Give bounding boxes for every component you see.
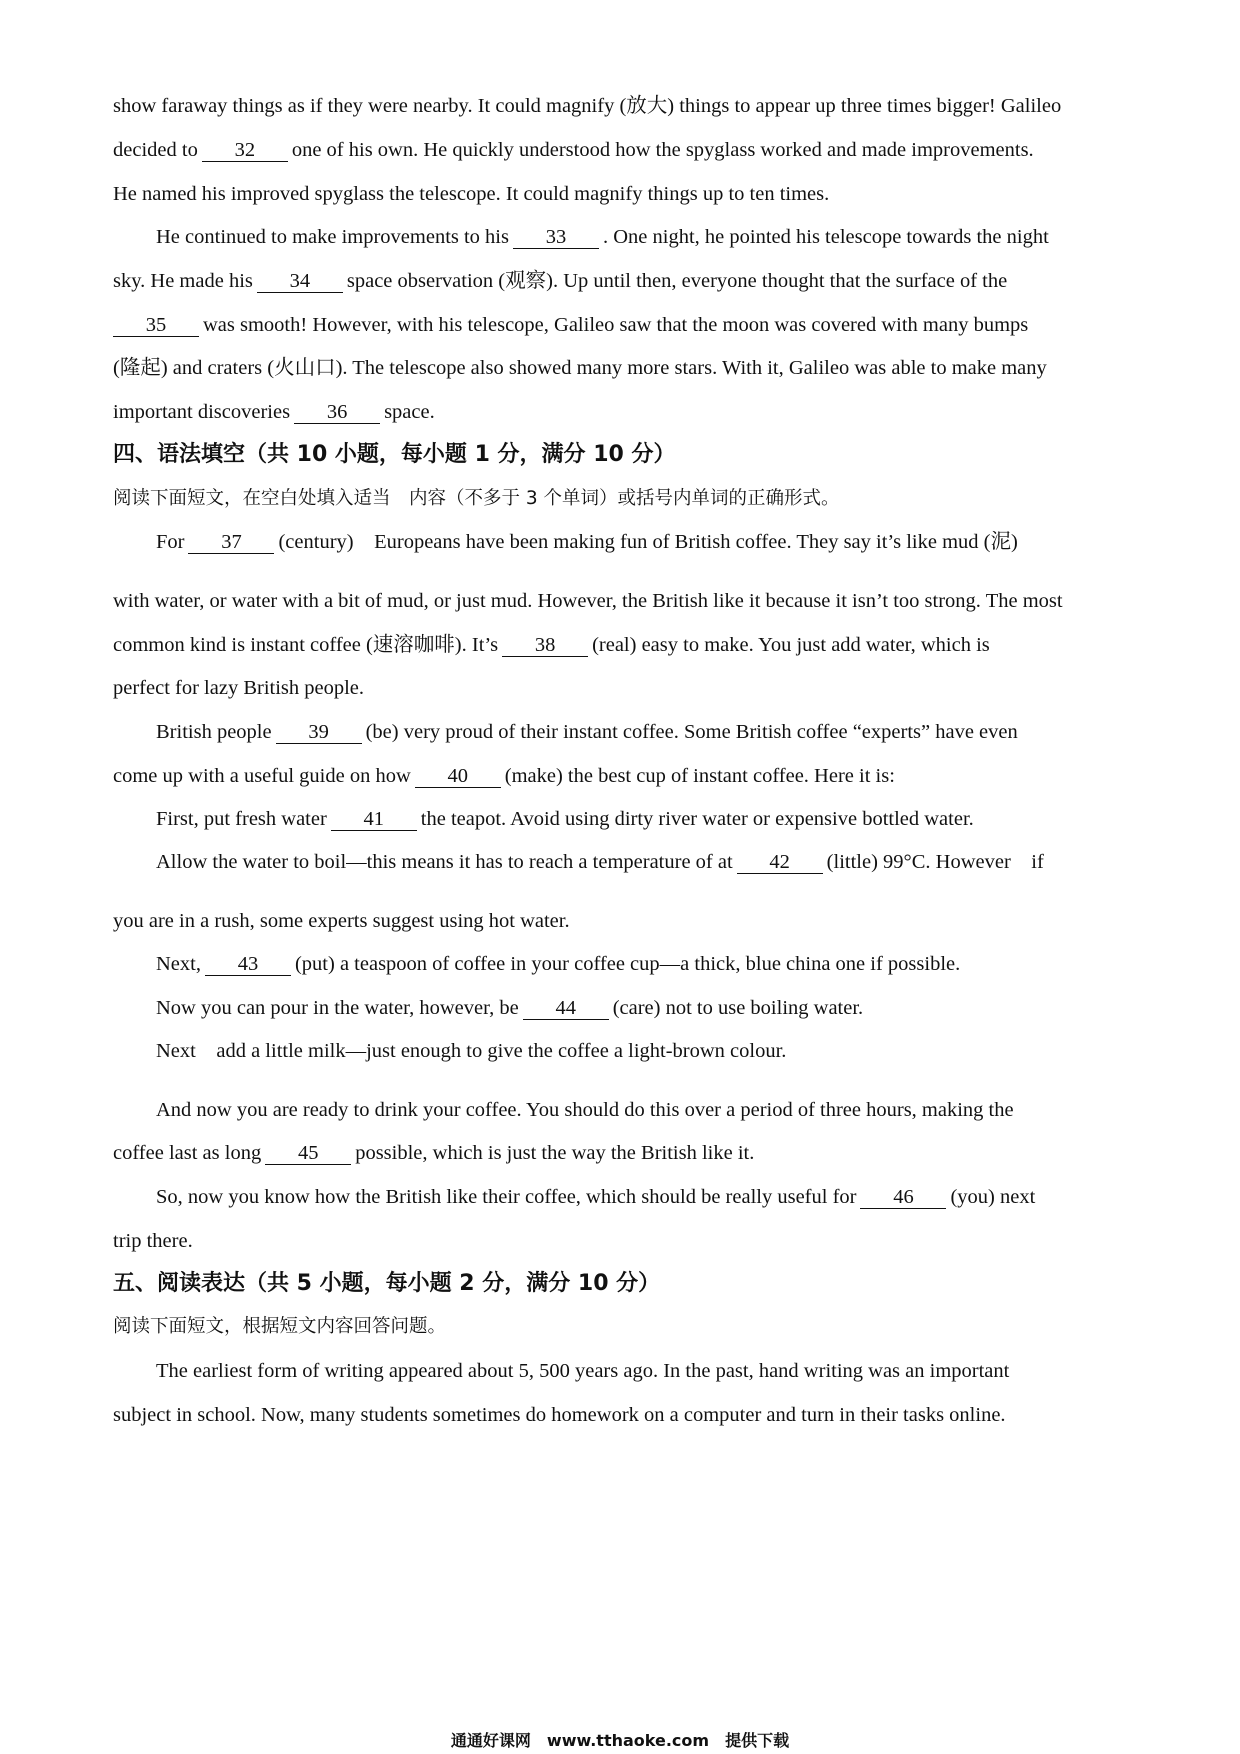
blank-43: 43: [205, 953, 291, 976]
text: was smooth! However, with his telescope, Galileo saw that the moon was covered with many bumps: [203, 314, 1029, 336]
text: (put) a teaspoon of coffee in your coffee cup—a thick, blue china one if possible.: [294, 953, 961, 975]
text: space observation (观察). Up until then, everyone thought that the surface of the: [346, 270, 1008, 292]
section4-heading: 四、语法填空（共 10 小题，每小题 1 分，满分 10 分）: [113, 442, 676, 467]
blank-32: 32: [202, 139, 288, 162]
text: (make) the best cup of instant coffee. Here it is:: [504, 765, 895, 787]
text: possible, which is just the way the British like it.: [355, 1142, 755, 1164]
text: (little) 99°C. However if: [826, 851, 1044, 873]
text: Next add a little milk—just enough to give the coffee a light-brown colour.: [156, 1040, 787, 1062]
blank-33: 33: [513, 226, 599, 249]
passage-line: [0, 267, 1240, 295]
text: trip there.: [113, 1230, 193, 1252]
text: come up with a useful guide on how: [113, 765, 411, 787]
text: (隆起) and craters (火山口). The telescope also showed many more stars. With it, Galileo was able to make many: [113, 357, 1047, 379]
text: (you) next: [950, 1186, 1036, 1208]
text: (century) Europeans have been making fun of British coffee. They say it’s like mud (泥): [278, 531, 1018, 553]
text: The earliest form of writing appeared about 5, 500 years ago. In the past, hand writing was an important: [156, 1360, 1010, 1382]
text: decided to: [113, 139, 198, 161]
text: important discoveries: [113, 401, 291, 423]
blank-34: 34: [257, 270, 343, 293]
passage-line: [0, 354, 1240, 382]
text: . One night, he pointed his telescope towards the night: [602, 226, 1049, 248]
blank-36: 36: [294, 401, 380, 424]
text: Next,: [156, 953, 201, 975]
passage-line: [0, 674, 1240, 702]
passage-line: [0, 1183, 1240, 1211]
page-footer: 通通好课网 www.tthaoke.com 提供下载: [450, 1731, 790, 1750]
passage-line: [0, 848, 1240, 876]
text: Allow the water to boil—this means it has to reach a temperature of at: [156, 851, 733, 873]
passage-line: [0, 311, 1240, 339]
blank-44: 44: [523, 997, 609, 1020]
text: the teapot. Avoid using dirty river water or expensive bottled water.: [420, 808, 974, 830]
blank-40: 40: [415, 765, 501, 788]
text: common kind is instant coffee (速溶咖啡). It’s: [113, 634, 499, 656]
text: Now you can pour in the water, however, be: [156, 997, 519, 1019]
passage-line: [0, 528, 1240, 556]
passage-line: [0, 92, 1240, 120]
passage-line: [0, 1037, 1240, 1065]
text: with water, or water with a bit of mud, or just mud. However, the British like it because it isn’t too strong. The most: [113, 590, 1063, 612]
passage-line: [0, 631, 1240, 659]
text: perfect for lazy British people.: [113, 677, 365, 699]
text: sky. He made his: [113, 270, 253, 292]
blank-45: 45: [265, 1142, 351, 1165]
blank-35: 35: [113, 314, 199, 337]
passage-line: [0, 180, 1240, 208]
blank-42: 42: [737, 851, 823, 874]
passage-line: [0, 1401, 1240, 1429]
text: space.: [384, 401, 435, 423]
blank-38: 38: [502, 634, 588, 657]
text: subject in school. Now, many students sometimes do homework on a computer and turn in their tasks online.: [113, 1404, 1006, 1426]
blank-41: 41: [331, 808, 417, 831]
passage-line: [0, 587, 1240, 615]
text: British people: [156, 721, 272, 743]
text: show faraway things as if they were nearby. It could magnify (放大) things to appear up three times bigger! Galileo: [113, 95, 1062, 117]
passage-line: [0, 1227, 1240, 1255]
passage-line: [0, 223, 1240, 251]
passage-line: [0, 1357, 1240, 1385]
passage-line: [0, 718, 1240, 746]
passage-line: [0, 1096, 1240, 1124]
passage-line: [0, 136, 1240, 164]
text: And now you are ready to drink your coffee. You should do this over a period of three hours, making the: [156, 1099, 1014, 1121]
text: (be) very proud of their instant coffee. Some British coffee “experts” have even: [365, 721, 1018, 743]
section4-instruction: 阅读下面短文，在空白处填入适当 内容（不多于 3 个单词）或括号内单词的正确形式。: [113, 488, 840, 509]
blank-46: 46: [860, 1186, 946, 1209]
text: (real) easy to make. You just add water, which is: [592, 634, 990, 656]
text: So, now you know how the British like their coffee, which should be really useful for: [156, 1186, 857, 1208]
text: He continued to make improvements to his: [156, 226, 509, 248]
passage-line: [0, 950, 1240, 978]
passage-line: [0, 762, 1240, 790]
passage-line: [0, 1139, 1240, 1167]
text: one of his own. He quickly understood how the spyglass worked and made improvements.: [291, 139, 1034, 161]
text: you are in a rush, some experts suggest using hot water.: [113, 910, 570, 932]
text: First, put fresh water: [156, 808, 327, 830]
text: For: [156, 531, 185, 553]
section5-heading: 五、阅读表达（共 5 小题，每小题 2 分，满分 10 分）: [113, 1271, 661, 1296]
text: (care) not to use boiling water.: [612, 997, 864, 1019]
passage-line: [0, 398, 1240, 426]
blank-39: 39: [276, 721, 362, 744]
section5-instruction: 阅读下面短文，根据短文内容回答问题。: [113, 1316, 447, 1337]
passage-line: [0, 907, 1240, 935]
passage-line: [0, 994, 1240, 1022]
text: coffee last as long: [113, 1142, 262, 1164]
passage-line: [0, 805, 1240, 833]
blank-37: 37: [188, 531, 274, 554]
text: He named his improved spyglass the telescope. It could magnify things up to ten times.: [113, 183, 830, 205]
